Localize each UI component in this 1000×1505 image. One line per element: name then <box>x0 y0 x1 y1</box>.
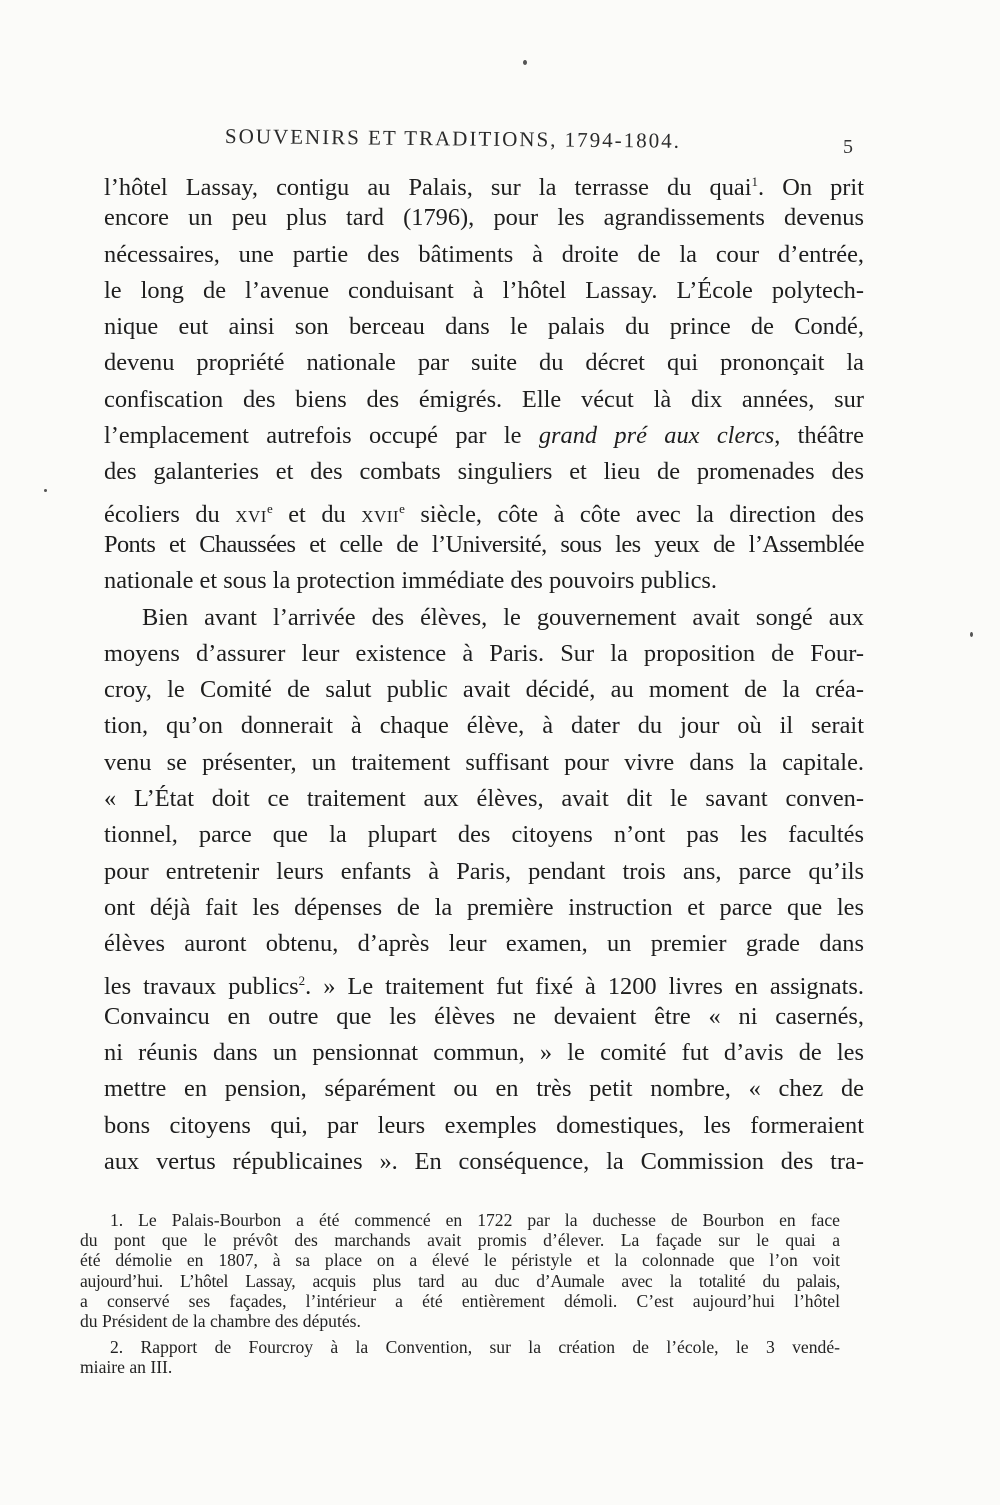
page-header <box>0 124 1000 164</box>
century-numeral: XVII <box>361 506 400 526</box>
page-number: 5 <box>843 136 853 158</box>
text-line: Convaincu en outre que les élèves ne devaient être « ni casernés, <box>104 1002 864 1030</box>
text-line: devenu propriété nationale par suite du décret qui prononçait la <box>104 349 864 377</box>
text-line <box>104 963 864 999</box>
text-run: écoliers du <box>104 500 220 527</box>
text-line: croy, le Comité de salut public avait décidé, au moment de la créa- <box>104 676 864 704</box>
footnote-line: 1. Le Palais-Bourbon a été commencé en 1722 par la duchesse de Bourbon en face <box>110 1210 840 1230</box>
century-numeral: XVI <box>235 506 267 526</box>
text-run: . » Le traitement fut fixé à 1200 livres en assignats. <box>305 972 864 999</box>
text-line: ni réunis dans un pensionnat commun, » le comité fut d’avis de les <box>104 1039 864 1067</box>
footnote-line: aujourd’hui. L’hôtel Lassay, acquis plus tard au duc d’Aumale avec la totalité du palais, <box>80 1270 840 1291</box>
text-line: mettre en pension, séparément ou en très petit nombre, « chez de <box>104 1075 864 1103</box>
text-run: l’emplacement autrefois occupé par le <box>104 422 522 450</box>
running-title: SOUVENIRS ET TRADITIONS, 1794-1804. <box>224 124 682 153</box>
text-line: tionnel, parce que la plupart des citoyens n’ont pas les facultés <box>104 821 864 849</box>
text-line: « L’État doit ce traitement aux élèves, avait dit le savant conven- <box>104 785 864 813</box>
text-run: les travaux publics <box>104 972 299 999</box>
print-speck <box>970 632 973 637</box>
footnotes <box>80 1210 840 1378</box>
footnote-ref-2: 2 <box>298 972 306 988</box>
text-line <box>104 164 864 200</box>
print-speck <box>523 60 527 65</box>
text-line: élèves auront obtenu, d’après leur examen, un premier grade dans <box>104 930 864 958</box>
footnote-line: a conservé ses façades, l’intérieur a été entièrement démoli. C’est aujourd’hui l’hôtel <box>80 1290 840 1311</box>
text-line: des galanteries et des combats singuliers et lieu de promenades des <box>104 458 864 486</box>
text-line: nique eut ainsi son berceau dans le palais du prince de Condé, <box>104 313 864 341</box>
text-line: confiscation des biens des émigrés. Elle vécut là dix années, sur <box>104 385 864 413</box>
text-line <box>104 418 864 454</box>
text-run: , théâtre <box>774 422 864 450</box>
footnote-1 <box>80 1210 840 1331</box>
superscript: e <box>266 500 273 516</box>
text-line <box>104 491 864 527</box>
footnote-line: miaire an III. <box>80 1357 173 1378</box>
footnote-line: 2. Rapport de Fourcroy à la Convention, sur la création de l’école, le 3 vendé- <box>110 1337 840 1358</box>
footnote-line: été démolie en 1807, à sa place on a élevé le péristyle et la colonnade que l’on voit <box>80 1250 840 1271</box>
text-line: nécessaires, une partie des bâtiments à droite de la cour d’entrée, <box>104 240 864 268</box>
text-run: . On prit <box>758 174 864 201</box>
print-speck <box>44 489 47 492</box>
italic-phrase: grand pré aux clercs <box>538 422 775 450</box>
text-line: moyens d’assurer leur existence à Paris. Sur la proposition de Four- <box>104 639 864 667</box>
footnote-ref-1: 1 <box>751 174 759 189</box>
footnote-2 <box>80 1337 840 1377</box>
text-line: pour entretenir leurs enfants à Paris, pendant trois ans, parce qu’ils <box>104 857 864 885</box>
body-text <box>104 164 864 1180</box>
text-line: le long de l’avenue conduisant à l’hôtel Lassay. L’École polytech- <box>104 276 864 304</box>
text-line: Ponts et Chaussées et celle de l’Université, sous les yeux de l’Assemblée <box>104 530 864 558</box>
text-line: bons citoyens qui, par leurs exemples domestiques, les formeraient <box>104 1111 864 1139</box>
text-line: venu se présenter, un traitement suffisant pour vivre dans la capitale. <box>104 748 864 776</box>
footnote-line: du Président de la chambre des députés. <box>80 1310 361 1331</box>
text-line: tion, qu’on donnerait à chaque élève, à dater du jour où il serait <box>104 712 864 740</box>
text-line: aux vertus républicaines ». En conséquence, la Commission des tra- <box>104 1148 864 1176</box>
text-run: siècle, côte à côte avec la direction des <box>420 500 864 527</box>
footnote-line: du pont que le prévôt des marchands avait promis d’élever. La façade sur le quai a <box>80 1230 840 1251</box>
text-run: et du <box>288 500 346 527</box>
text-line: ont déjà fait les dépenses de la première instruction et parce que les <box>104 893 864 921</box>
superscript: e <box>399 500 405 516</box>
text-run: l’hôtel Lassay, contigu au Palais, sur la terrasse du quai <box>104 174 752 201</box>
text-line: Bien avant l’arrivée des élèves, le gouvernement avait songé aux <box>142 603 864 631</box>
text-line: encore un peu plus tard (1796), pour les agrandissements devenus <box>104 204 864 232</box>
text-line: nationale et sous la protection immédiate des pouvoirs publics. <box>104 567 718 595</box>
